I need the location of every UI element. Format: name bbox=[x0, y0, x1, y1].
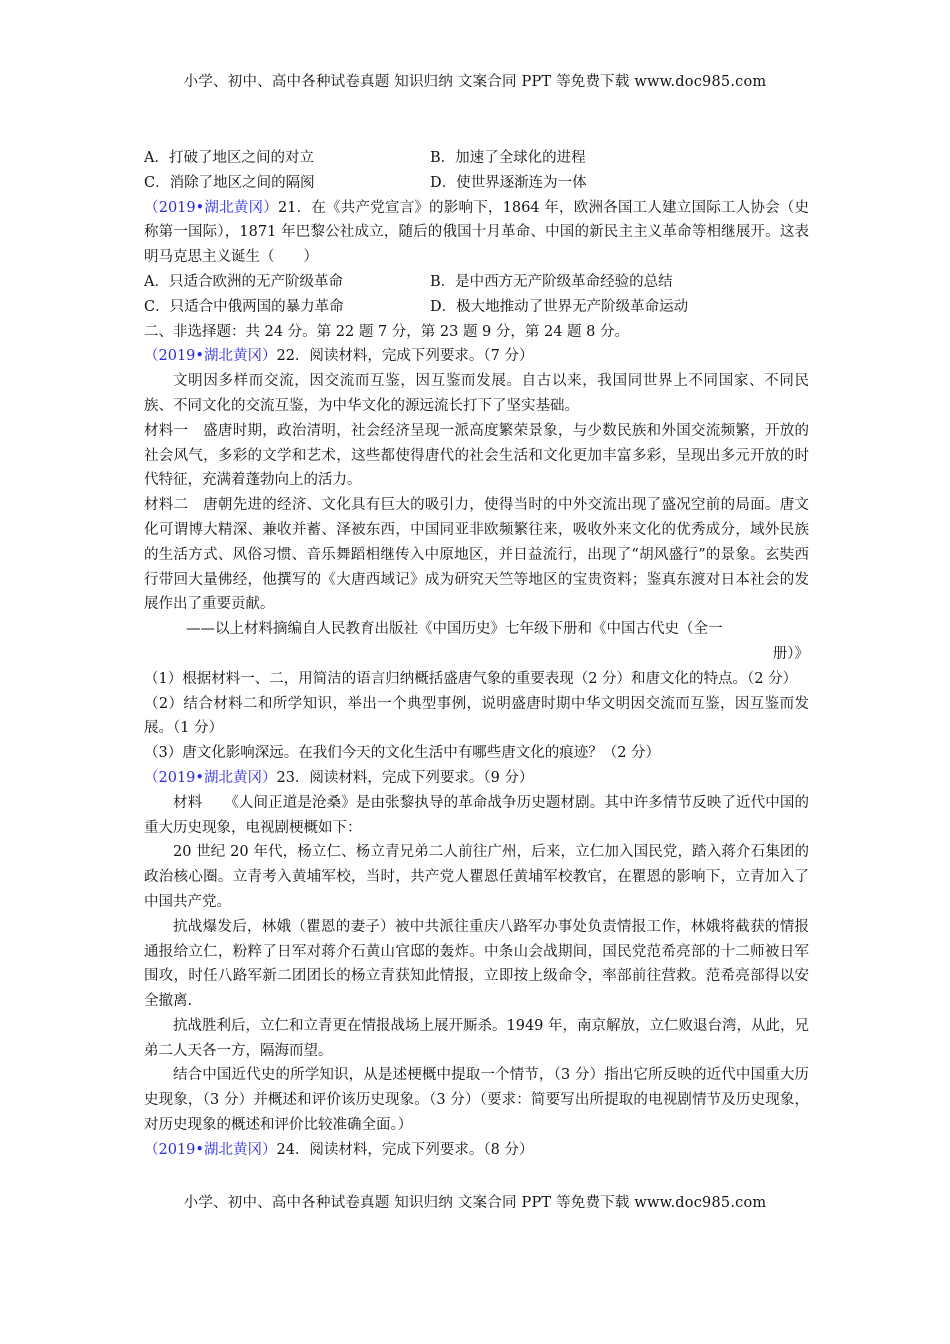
q22-source: （2019•湖北黄冈） bbox=[144, 348, 277, 365]
q22-sub-question-2: （2）结合材料二和所学知识，举出一个典型事例，说明盛唐时期中华文明因交流而互鉴，因互鉴而发展。（1 分） bbox=[144, 695, 809, 737]
q20-option-c: C．消除了地区之间的隔阂 bbox=[144, 174, 315, 191]
q21-option-d: D．极大地推动了世界无产阶级革命运动 bbox=[430, 298, 689, 315]
q22-question bbox=[144, 344, 809, 369]
q23-paragraph-1: 20 世纪 20 年代，杨立仁、杨立青兄弟二人前往广州，后来，立仁加入国民党，踏入蒋介石集团的政治核心圈。立青考入黄埔军校，当时，共产党人瞿恩任黄埔军校教官，在瞿恩的影响下，立青加入了中国共产党。 bbox=[144, 844, 809, 910]
q22-citation-line-2: 册）》 bbox=[772, 645, 809, 662]
q22-intro: 文明因多样而交流，因交流而互鉴，因互鉴而发展。自古以来，我国同世界上不同国家、不同民族、不同文化的交流互鉴，为中华文化的源远流长打下了坚实基础。 bbox=[144, 373, 809, 414]
q21-option-b: B．是中西方无产阶级革命经验的总结 bbox=[430, 273, 673, 290]
q21-options-row-2 bbox=[144, 295, 809, 320]
q21-question bbox=[144, 196, 809, 270]
q22-material-1: 材料一 盛唐时期，政治清明，社会经济呈现一派高度繁荣景象，与少数民族和外国交流频繁，开放的社会风气，多彩的文学和艺术，这些都使得唐代的社会生活和文化更加丰富多彩，呈现出多元开放的时代特征，充满着蓬勃向上的活力。 bbox=[144, 422, 809, 489]
q20-options-row-1 bbox=[144, 146, 809, 171]
q24-stem: 24．阅读材料，完成下列要求。（8 分） bbox=[276, 1141, 534, 1158]
q21-options-row-1 bbox=[144, 270, 809, 295]
q22-sub-question-3: （3）唐文化影响深远。在我们今天的文化生活中有哪些唐文化的痕迹？（2 分） bbox=[144, 745, 661, 762]
q22-sub-question-1: （1）根据材料一、二，用简洁的语言归纳概括盛唐气象的重要表现（2 分）和唐文化的特点。（2 分） bbox=[144, 670, 798, 687]
q20-option-d: D．使世界逐渐连为一体 bbox=[430, 174, 587, 191]
exam-content bbox=[144, 146, 809, 1163]
q23-paragraph-3: 抗战胜利后，立仁和立青更在情报战场上展开厮杀。1949 年，南京解放，立仁败退台湾，从此，兄弟二人天各一方，隔海而望。 bbox=[144, 1017, 810, 1059]
q23-paragraph-2: 抗战爆发后，林娥（瞿恩的妻子）被中共派往重庆八路军办事处负责情报工作，林娥将截获的情报通报给立仁，粉粹了日军对蒋介石黄山官邸的轰炸。中条山会战期间，国民党范希亮部的十二师被日军围攻，时任八路军新二团团长的杨立青获知此情报，立即按上级命令，率部前往营救。范希亮部得以安全撤离. bbox=[144, 918, 809, 1010]
q22-material-2: 材料二 唐朝先进的经济、文化具有巨大的吸引力，使得当时的中外交流出现了盛况空前的局面。唐文化可谓博大精深、兼收并蓄、泽被东西，中国同亚非欧频繁往来，吸收外来文化的优秀成分，域外民族的生活方式、风俗习惯、音乐舞蹈相继传入中原地区，并日益流行，出现了“胡风盛行”的景象。玄奘西行带回大量佛经，他撰写的《大唐西域记》成为研究天竺等地区的宝贵资料；鉴真东渡对日本社会的发展作出了重要贡献。 bbox=[144, 497, 809, 613]
q20-option-b: B．加速了全球化的进程 bbox=[430, 150, 586, 166]
page-header: 小学、初中、高中各种试卷真题 知识归纳 文案合同 PPT 等免费下载 www.doc985.com bbox=[183, 74, 767, 90]
q21-option-c: C．只适合中俄两国的暴力革命 bbox=[144, 298, 344, 315]
q21-source: （2019•湖北黄冈） bbox=[144, 199, 278, 216]
q23-question bbox=[144, 766, 809, 791]
q21-option-a: A．只适合欧洲的无产阶级革命 bbox=[144, 273, 343, 290]
q21-stem: 21．在《共产党宣言》的影响下，1864 年，欧洲各国工人建立国际工人协会（史称第一国际），1871 年巴黎公社成立，随后的俄国十月革命、中国的新民主主义革命等相继展开。这表明马克思主义诞生（ ） bbox=[144, 199, 809, 266]
q22-citation-line-1: ——以上材料摘编自人民教育出版社《中国历史》七年级下册和《中国古代史（全一 bbox=[186, 621, 723, 638]
q24-question bbox=[144, 1138, 809, 1163]
q22-stem: 22．阅读材料，完成下列要求。（7 分） bbox=[276, 348, 534, 365]
q20-options-row-2 bbox=[144, 171, 809, 196]
q24-source: （2019•湖北黄冈） bbox=[144, 1141, 277, 1158]
q23-stem: 23．阅读材料，完成下列要求。（9 分） bbox=[276, 769, 534, 786]
q20-option-a: A．打破了地区之间的对立 bbox=[144, 150, 314, 166]
page-footer: 小学、初中、高中各种试卷真题 知识归纳 文案合同 PPT 等免费下载 www.doc985.com bbox=[183, 1195, 767, 1211]
q23-prompt: 结合中国近代史的所学知识，从是述梗概中提取一个情节，（3 分）指出它所反映的近代中国重大历史现象，（3 分）并概述和评价该历史现象。（3 分）（要求：简要写出所提取的电视剧情节及历史现象，对历史现象的概述和评价比较准确全面。） bbox=[144, 1067, 809, 1134]
q23-source: （2019•湖北黄冈） bbox=[144, 769, 277, 786]
section-2-title: 二、非选择题：共 24 分。第 22 题 7 分，第 23 题 9 分，第 24 题 8 分。 bbox=[144, 323, 630, 340]
q23-material: 材料 《人间正道是沧桑》是由张黎执导的革命战争历史题材剧。其中许多情节反映了近代中国的重大历史现象，电视剧梗概如下： bbox=[144, 794, 809, 836]
